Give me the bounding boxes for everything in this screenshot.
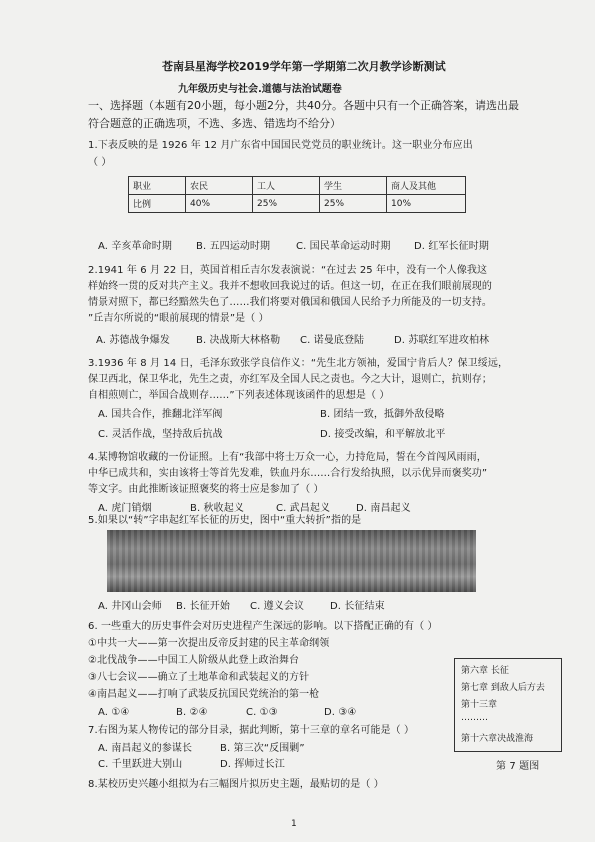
table-cell: 40% [186, 195, 253, 213]
toc-line: 第十六章决战淮海 [461, 734, 534, 744]
q1-option-d: D. 红军长征时期 [414, 241, 489, 252]
question-2-line2: 样始终一贯的反对共产主义。我并不想收回我说过的话。但这一切，在正在我们眼前展现的 [88, 281, 492, 292]
q4-option-c: C. 武昌起义 [276, 503, 331, 514]
figure-caption: 第 7 题图 [496, 761, 540, 772]
toc-line: ……… [461, 713, 488, 723]
table-header-cell: 工人 [253, 177, 320, 195]
q4-option-d: D. 南昌起义 [356, 503, 411, 514]
question-7-stem: 7.右图为某人物传记的部分目录，据此判断，第十三章的章名可能是（ ） [88, 725, 415, 736]
biography-toc-box [454, 658, 562, 752]
table-header-row [129, 177, 466, 195]
q7-option-c: C. 千里跃进大别山 [98, 759, 183, 770]
q7-option-d: D. 挥师过长江 [220, 759, 285, 770]
q5-option-c: C. 遵义会议 [250, 601, 305, 612]
q3-option-b: B. 团结一致，抵御外敌侵略 [320, 409, 445, 420]
table-header-cell: 农民 [186, 177, 253, 195]
q6-option-a: A. ①④ [98, 707, 130, 718]
toc-line: 第十三章 [461, 700, 498, 710]
q3-option-d: D. 接受改编，和平解放北平 [320, 429, 446, 440]
question-3-line3: 自相煎则亡，举国合战则存……”下列表述体现该函件的思想是（ ） [88, 390, 390, 401]
q2-option-b: B. 决战斯大林格勒 [196, 335, 281, 346]
q6-item-3: ③八七会议——确立了土地革命和武装起义的方针 [88, 672, 310, 683]
question-1-blank: （ ） [88, 157, 112, 168]
exam-title: 苍南县星海学校2019学年第一学期第二次月教学诊断测试 [162, 60, 446, 73]
q3-option-a: A. 国共合作，推翻北洋军阀 [98, 409, 223, 420]
q6-item-4: ④南昌起义——打响了武装反抗国民党统治的第一枪 [88, 689, 320, 700]
q5-option-b: B. 长征开始 [176, 601, 230, 612]
q5-option-d: D. 长征结束 [330, 601, 385, 612]
q5-option-a: A. 井冈山会师 [98, 601, 162, 612]
long-march-timeline-image [107, 530, 476, 592]
exam-subtitle: 九年级历史与社会.道德与法治试题卷 [178, 84, 342, 95]
toc-line: 第七章 到敌人后方去 [461, 683, 545, 693]
q1-option-b: B. 五四运动时期 [196, 241, 271, 252]
question-8-stem: 8.某校历史兴趣小组拟为右三幅图片拟历史主题，最贴切的是（ ） [88, 779, 384, 790]
question-2-line4: ”丘吉尔所说的“眼前展现的情景”是（ ） [88, 313, 269, 324]
question-1-stem: 1.下表反映的是 1926 年 12 月广东省中国国民党党员的职业统计。这一职业分布应出 [88, 140, 473, 151]
q2-option-d: D. 苏联红军进攻柏林 [394, 335, 490, 346]
question-2-line1: 2.1941 年 6 月 22 日，英国首相丘吉尔发表演说：“在过去 25 年中，没有一个人像我这 [88, 265, 488, 276]
q6-option-b: B. ②④ [176, 707, 208, 718]
table-row [129, 195, 466, 213]
q7-option-a: A. 南昌起义的参谋长 [98, 743, 193, 754]
table-cell: 比例 [129, 195, 186, 213]
question-3-line1: 3.1936 年 8 月 14 日，毛泽东致张学良信作义：“先生北方领袖，爱国宁肯后人？保卫绥远， [88, 358, 509, 369]
q4-option-b: B. 秋收起义 [190, 503, 244, 514]
table-cell: 25% [320, 195, 387, 213]
question-5-stem: 5.如果以“转”字串起红军长征的历史，图中“重大转折”指的是 [88, 515, 362, 526]
table-header-cell: 商人及其他 [387, 177, 466, 195]
q4-option-a: A. 虎门销烟 [98, 503, 152, 514]
q6-option-c: C. ①③ [246, 707, 278, 718]
table-header-cell: 学生 [320, 177, 387, 195]
q6-option-d: D. ③④ [324, 707, 357, 718]
q6-item-2: ②北伐战争——中国工人阶级从此登上政治舞台 [88, 655, 300, 666]
q6-item-1: ①中共一大——第一次提出反帝反封建的民主革命纲领 [88, 638, 330, 649]
q2-option-a: A. 苏德战争爆发 [96, 335, 170, 346]
occupation-table [128, 176, 466, 213]
question-4-line1: 4.某博物馆收藏的一份证照。上有“我部中将士万众一心，力持危局，誓在今首闯风雨雨， [88, 452, 487, 463]
q1-option-a: A. 辛亥革命时期 [98, 241, 172, 252]
question-6-stem: 6. 一些重大的历史事件会对历史进程产生深远的影响。以下搭配正确的有（ ） [88, 621, 438, 632]
table-header-cell: 职业 [129, 177, 186, 195]
q7-option-b: B. 第三次“反围剿” [220, 743, 305, 754]
toc-line: 第六章 长征 [461, 666, 509, 676]
section-instructions-line1: 一、选择题（本题有20小题，每小题2分，共40分。各题中只有一个正确答案，请选出最 [88, 99, 519, 112]
question-2-line3: 情景对照下，都已经黯然失色了……我们将要对俄国和俄国人民给予力所能及的一切支持。 [88, 297, 492, 308]
question-3-line2: 保卫西北，保卫华北，先生之责，亦红军及全国人民之责也。今之大计，退则亡，抗则存； [88, 374, 492, 385]
question-4-line2: 中华已成共和，实由该将士等首先发难，铁血丹东……合行发给执照，以示优异而褒奖功” [88, 468, 488, 479]
page-number: 1 [291, 819, 297, 829]
q2-option-c: C. 诺曼底登陆 [300, 335, 365, 346]
section-instructions-line2: 符合题意的正确选项，不选、多选、错选均不给分） [88, 117, 341, 130]
question-4-line3: 等文字。由此推断该证照褒奖的将士应是参加了（ ） [88, 484, 324, 495]
table-cell: 10% [387, 195, 466, 213]
table-cell: 25% [253, 195, 320, 213]
q3-option-c: C. 灵活作战，坚持敌后抗战 [98, 429, 223, 440]
q1-option-c: C. 国民革命运动时期 [296, 241, 391, 252]
